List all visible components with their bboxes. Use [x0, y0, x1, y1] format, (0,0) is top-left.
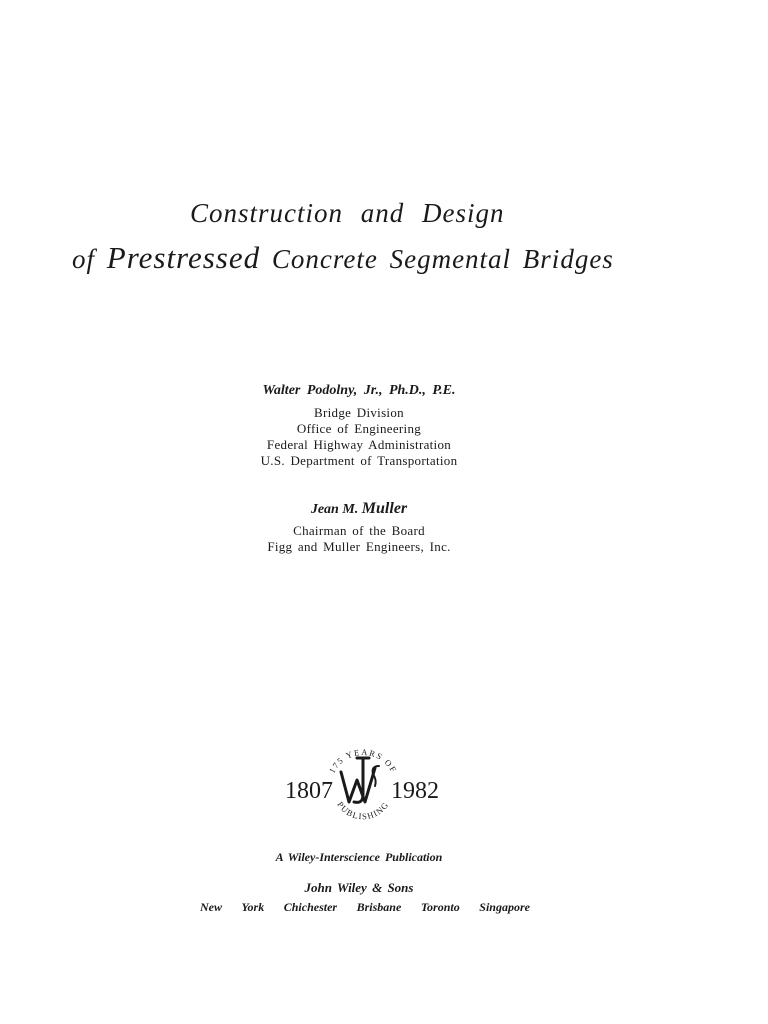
city: Toronto — [420, 900, 460, 914]
title-line-2-prefix: of — [72, 244, 96, 274]
author-2-name — [0, 500, 718, 518]
author-1-affiliation-line: Bridge Division — [314, 405, 404, 420]
title-line-2-rest: Concrete Segmental Bridges — [271, 244, 614, 274]
city: Singapore — [479, 900, 530, 914]
logo-year-start: 1807 — [285, 778, 333, 804]
city: York — [241, 900, 265, 914]
author-2-last-name: Muller — [361, 500, 408, 517]
city: Brisbane — [356, 900, 402, 914]
publisher-cities — [200, 900, 530, 915]
logo-arc-top-path: 175 YEARS OF — [326, 746, 400, 775]
logo-year-end: 1982 — [391, 778, 439, 804]
author-1-affiliation-line: Office of Engineering — [296, 421, 422, 436]
author-2-affiliation — [0, 523, 718, 555]
author-1-name: Walter Podolny, Jr., Ph.D., P.E. — [262, 383, 456, 398]
title-line-2 — [72, 240, 614, 276]
title-line-2-emphasis: Prestressed — [106, 240, 261, 275]
city: Chichester — [283, 900, 338, 914]
author-1-affiliation-line: U.S. Department of Transportation — [260, 453, 458, 468]
author-1-affiliation-line: Federal Highway Administration — [266, 437, 452, 452]
publication-series: A Wiley-Interscience Publication — [275, 850, 443, 864]
author-2-affiliation-line: Chairman of the Board — [293, 523, 425, 538]
logo-arc-bottom-path: PUBLISHING — [335, 799, 391, 822]
wiley-anniversary-logo — [283, 740, 443, 835]
author-2-affiliation-line: Figg and Muller Engineers, Inc. — [267, 539, 451, 554]
author-2-first-name: Jean M. — [310, 502, 359, 517]
logo-monogram — [341, 758, 379, 802]
author-1-affiliation — [0, 405, 718, 469]
city: New — [200, 900, 222, 914]
title-line-1: Construction and Design — [190, 198, 505, 228]
logo-arc-bottom-text — [335, 800, 391, 822]
publisher-name: John Wiley & Sons — [304, 880, 414, 895]
